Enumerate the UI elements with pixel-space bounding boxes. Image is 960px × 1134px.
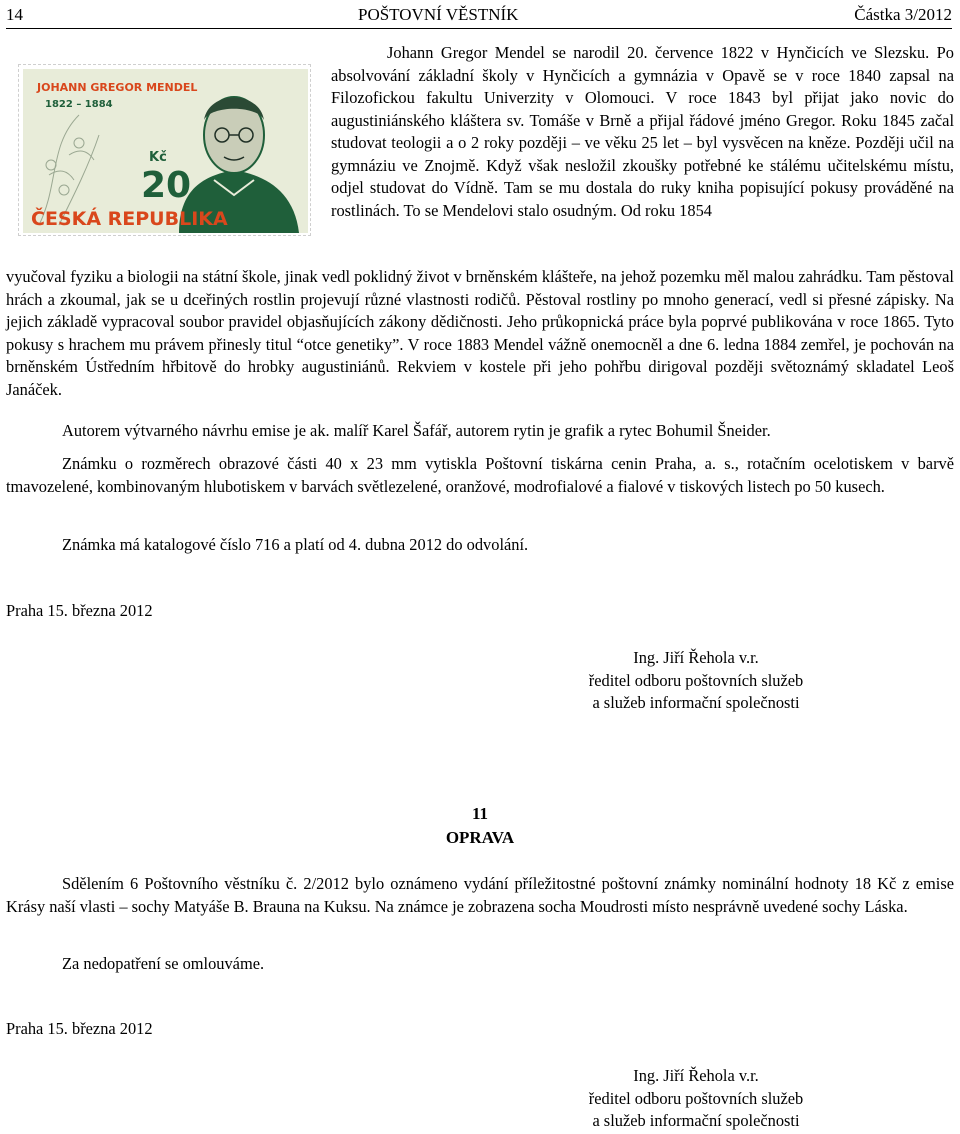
section-number: 11 <box>471 804 489 823</box>
article-intro-text: Johann Gregor Mendel se narodil 20. července 1822 v Hynčicích ve Slezsku. Po absolvování základní školy v Hynčicích a gymnázia v Opavě se v roce 1840 zapsal na Filozofickou fakultu Univerzity v Olomouci. V roce 1843 byl přijat jako novic do augustiniánského kláštera sv. Tomáše v Brně a přijal řádové jméno Gregor. Roku 1845 začal studovat teologii a o 2 roky později – ve věku 25 let – byl vysvěcen na kněze. Později učil na gymnáziu ve Znojmě. Když však nesložil zkoušky potřebné ke stálému učitelskému místu, odjel studovat do Vídně. Tam se mu dostala do ruky kniha popisující pokusy prováděné na rostlinách. To se Mendelovi stalo osudným. Od roku 1854 <box>331 43 954 220</box>
correction-signature-role-1: ředitel odboru poštovních služeb <box>588 1088 804 1108</box>
stamp-name: JOHANN GREGOR MENDEL <box>37 81 198 94</box>
correction-signature <box>536 1065 856 1133</box>
stamp-value: 20 <box>141 165 192 206</box>
article-place-date: Praha 15. března 2012 <box>6 601 153 620</box>
stamp-currency: Kč <box>149 150 167 165</box>
article-intro <box>331 42 954 222</box>
stamp-illustration <box>19 65 311 236</box>
page-header <box>6 2 952 29</box>
article-signature <box>536 647 856 715</box>
stamp-years: 1822 – 1884 <box>45 99 113 110</box>
correction-apology: Za nedopatření se omlouváme. <box>62 954 265 973</box>
journal-title: POŠTOVNÍ VĚSTNÍK <box>358 5 519 24</box>
signature-role-2: a služeb informační společnosti <box>592 693 800 712</box>
signature-role-1: ředitel odboru poštovních služeb <box>588 670 804 690</box>
page-number: 14 <box>6 5 23 24</box>
issue-label: Částka 3/2012 <box>854 5 952 24</box>
correction-place-date: Praha 15. března 2012 <box>6 1019 153 1038</box>
article-continuation: vyučoval fyziku a biologii na státní škole, jinak vedl poklidný život v brněnském klášteře, na jehož pozemku měl malou zahrádku. Tam pěstoval hrách a zkoumal, jak se u dceřiných rostlin projevují různé vlastnosti rodičů. Pěstoval rostliny po mnoho generací, vedl si přesné zápisky. Na jejich základě vypracoval soubor pravidel objasňujících zákony dědičnosti. Jeho průkopnická práce byla poprvé publikována v roce 1865. Tyto pokusy s hrachem mu právem přinesly titul “otce genetiky”. V roce 1883 Mendel vážně onemocněl a dne 6. ledna 1884 zemřel, je pochován na brněnském Ústředním hřbitově do hrobky augustiniánů. Rekviem v kostele při jeho pohřbu dirigoval později světoznámý skladatel Leoš Janáček. <box>6 267 954 399</box>
article-catalog: Známka má katalogové číslo 716 a platí od 4. dubna 2012 do odvolání. <box>62 535 529 554</box>
correction-body: Sdělením 6 Poštovního věstníku č. 2/2012 bylo oznámeno vydání příležitostné poštovní známky nominální hodnoty 18 Kč z emise Krásy naší vlasti – sochy Matyáše B. Brauna na Kuksu. Na známce je zobrazena socha Moudrosti místo nesprávně uvedené sochy Láska. <box>6 874 954 916</box>
section-title: OPRAVA <box>445 828 515 847</box>
signature-name: Ing. Jiří Řehola v.r. <box>633 648 759 667</box>
correction-signature-name: Ing. Jiří Řehola v.r. <box>633 1066 759 1085</box>
article-printing: Známku o rozměrech obrazové části 40 x 23 mm vytiskla Poštovní tiskárna cenin Praha, a. s., rotačním ocelotiskem v barvě tmavozelené, kombinovaným hlubotiskem v barvách světlezelené, oranžové, modrofialové a fialové v tiskových listech po 50 kusech. <box>6 454 954 496</box>
stamp-image <box>18 64 311 236</box>
correction-signature-role-2: a služeb informační společnosti <box>592 1111 800 1130</box>
article-authors: Autorem výtvarného návrhu emise je ak. malíř Karel Šafář, autorem rytin je grafik a rytec Bohumil Šneider. <box>62 421 771 440</box>
stamp-country: ČESKÁ REPUBLIKA <box>31 208 228 230</box>
